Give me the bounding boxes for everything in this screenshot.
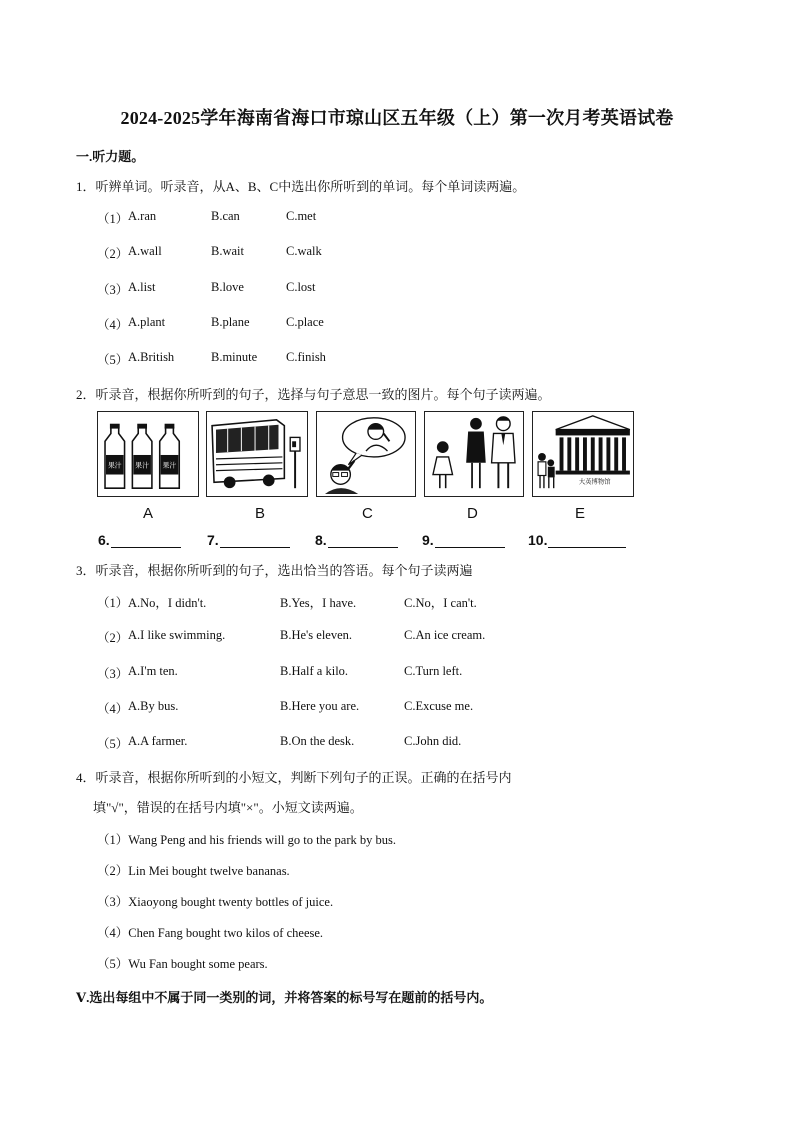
blank-line[interactable] [548,533,626,548]
juice-bottles-image [97,411,199,497]
answer-blank-10[interactable] [528,532,626,548]
blank-number: 7. [207,532,219,548]
section-heading-listening: 一.听力题。 [76,149,145,164]
q4-statement-3 [97,892,333,910]
family-image [424,411,524,497]
option-b: B.love [211,280,244,294]
blank-line[interactable] [328,533,398,548]
item-number: （3） [97,895,129,909]
option-a: A.wall [128,244,162,258]
question-3-stem: 3．听录音，根据你所听到的句子，选出恰当的答语。每个句子读两遍 [76,563,473,578]
picture-label-d: D [467,505,478,522]
option-c: C.Turn left. [404,664,463,678]
statement-text: Wang Peng and his friends will go to the park by bus. [128,833,396,847]
q4-statement-1 [97,830,396,848]
juice-label: 果汁 [162,461,177,470]
option-b: B.Half a kilo. [280,664,349,678]
option-c: C.No，I can't. [404,596,477,610]
statement-text: Chen Fang bought two kilos of cheese. [128,926,324,940]
picture-label-b: B [255,505,266,522]
option-c: C.John did. [404,734,462,748]
option-c: C.met [286,209,317,223]
option-a: A.British [128,350,175,364]
option-c: C.place [286,315,324,329]
phone-call-image [316,411,416,497]
item-number: （3） [97,283,129,297]
option-b: B.wait [211,244,244,258]
item-number: （3） [97,667,129,681]
blank-number: 8. [315,532,327,548]
option-b: B.can [211,209,240,223]
picture-label-c: C [362,505,373,522]
q4-statement-2 [97,861,290,879]
option-b: B.plane [211,315,250,329]
statement-text: Lin Mei bought twelve bananas. [128,864,290,878]
blank-number: 6. [98,532,110,548]
blank-number: 9. [422,532,434,548]
option-a: A.No，I didn't. [128,596,207,610]
juice-label: 果汁 [107,461,122,470]
statement-text: Xiaoyong bought twenty bottles of juice. [128,895,334,909]
question-4-stem-line2: 填"√"，错误的在括号内填"×"。小短文读两遍。 [93,800,363,815]
option-a: A.A farmer. [128,734,188,748]
item-number: （1） [97,596,129,610]
museum-label: 大英博物馆 [578,478,611,486]
item-number: （2） [97,247,129,261]
juice-label: 果汁 [135,461,149,470]
picture-label-a: A [143,505,154,522]
question-2-stem: 2．听录音，根据你所听到的句子，选择与句子意思一致的图片。每个句子读两遍。 [76,387,551,402]
option-b: B.On the desk. [280,734,355,748]
item-number: （1） [97,212,129,226]
blank-line[interactable] [111,533,181,548]
answer-blank-6[interactable] [98,532,181,548]
option-a: A.ran [128,209,157,223]
answer-blank-7[interactable] [207,532,290,548]
option-a: A.I like swimming. [128,628,226,642]
blank-number: 10. [528,532,548,548]
option-b: B.minute [211,350,258,364]
question-4-stem-line1: 4．听录音，根据你所听到的小短文，判断下列句子的正误。正确的在括号内 [76,770,512,785]
section-heading-categorize: Ⅴ.选出每组中不属于同一类别的词，并将答案的标号写在题前的括号内。 [76,990,493,1005]
option-b: B.He's eleven. [280,628,353,642]
item-number: （4） [97,926,129,940]
option-b: B.Yes，I have. [280,596,357,610]
answer-blank-8[interactable] [315,532,398,548]
item-number: （5） [97,737,129,751]
blank-line[interactable] [435,533,505,548]
bus-at-stop-image [206,411,308,497]
option-c: C.lost [286,280,316,294]
museum-image [532,411,634,497]
blank-line[interactable] [220,533,290,548]
item-number: （5） [97,353,129,367]
picture-label-e: E [575,505,586,522]
page-title: 2024-2025学年海南省海口市琼山区五年级（上）第一次月考英语试卷 [120,108,674,128]
item-number: （5） [97,957,129,971]
option-b: B.Here you are. [280,699,360,713]
statement-text: Wu Fan bought some pears. [128,957,268,971]
item-number: （2） [97,864,129,878]
option-c: C.walk [286,244,322,258]
answer-blank-9[interactable] [422,532,505,548]
option-a: A.list [128,280,156,294]
q4-statement-4 [97,923,323,941]
option-a: A.By bus. [128,699,179,713]
option-a: A.plant [128,315,166,329]
option-c: C.finish [286,350,326,364]
item-number: （2） [97,631,129,645]
option-c: C.An ice cream. [404,628,486,642]
q4-statement-5 [97,954,268,972]
option-a: A.I'm ten. [128,664,178,678]
option-c: C.Excuse me. [404,699,474,713]
item-number: （4） [97,318,129,332]
question-1-stem: 1．听辨单词。听录音，从A、B、C中选出你所听到的单词。每个单词读两遍。 [76,179,526,194]
item-number: （1） [97,833,129,847]
item-number: （4） [97,702,129,716]
